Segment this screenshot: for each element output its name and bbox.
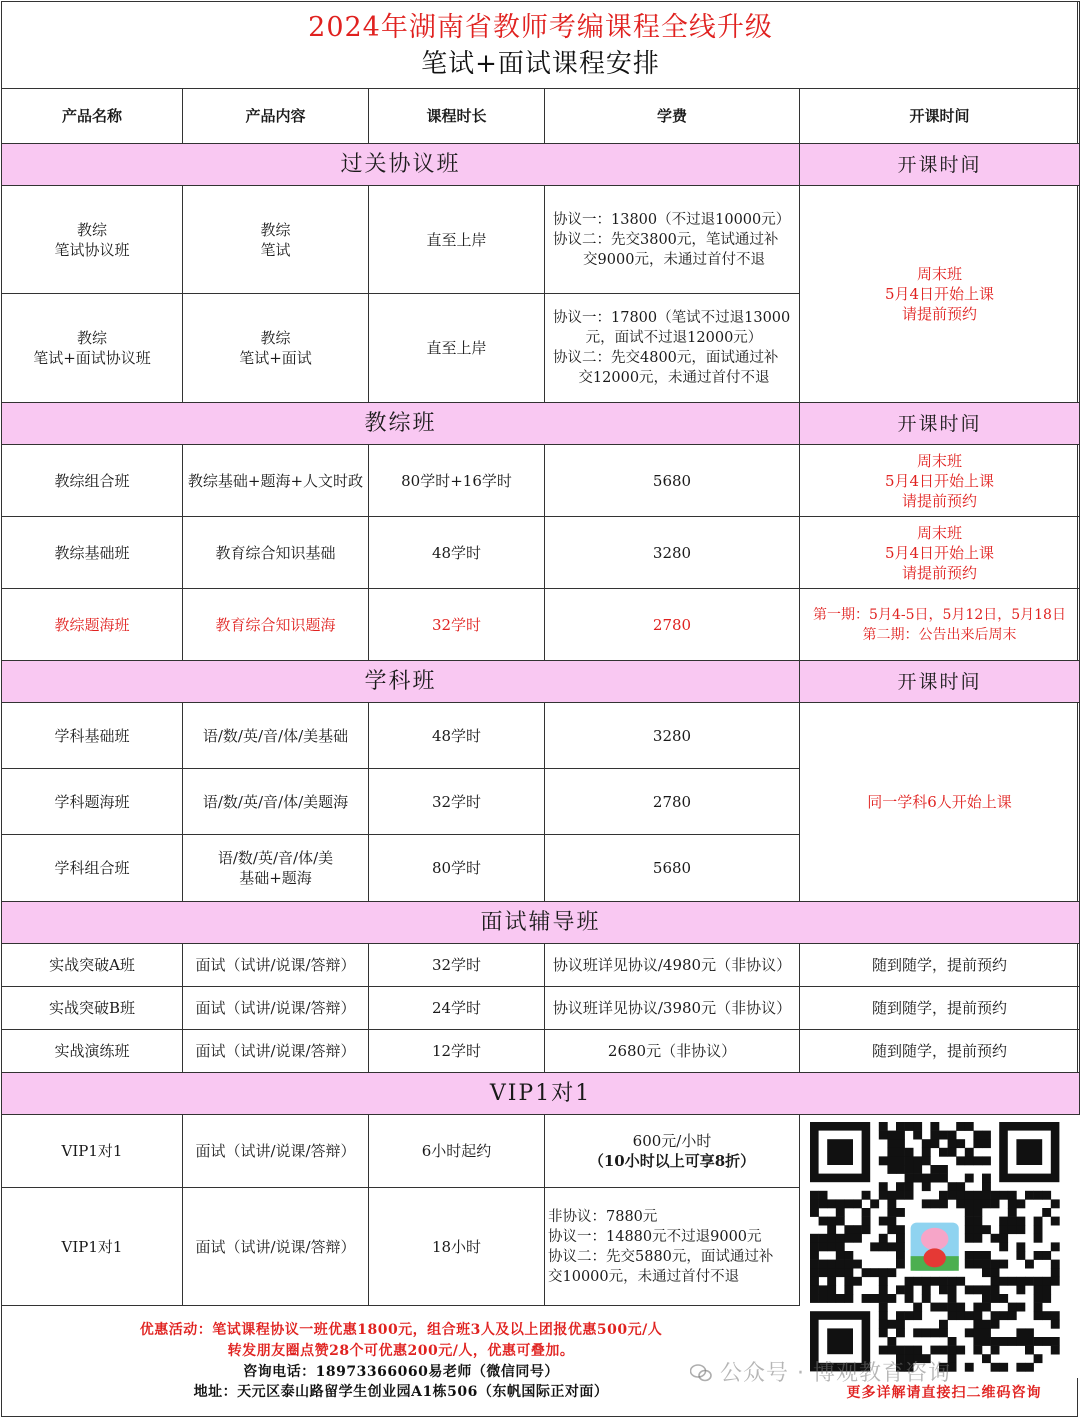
section-title: 面试辅导班 [2,902,1080,944]
table-row [2,589,1080,661]
section-time-header: 开课时间 [800,661,1080,703]
section-title: VIP1对1 [2,1073,1080,1115]
table-row [2,944,1080,987]
section-subject [2,661,1080,703]
course-name: 学科基础班 [2,703,183,769]
course-content: 面试（试讲/说课/答辩） [183,1115,369,1188]
section-agreement [2,144,1080,186]
course-fee: 2780 [545,589,800,661]
footer [1,1306,801,1416]
sub-title: 笔试+面试课程安排 [421,49,660,79]
table-row [2,703,1080,769]
main-title: 2024年湖南省教师考编课程全线升级 [308,12,773,43]
course-time: 随到随学，提前预约 [800,944,1080,987]
course-name: 实战突破A班 [2,944,183,987]
course-fee: 2680元（非协议） [545,1030,800,1073]
contact-phone: 咨询电话：18973366060易老师（微信同号） [243,1364,559,1380]
section-title: 教综班 [2,403,800,445]
promo-line-1: 优惠活动：笔试课程协议一班优惠1800元，组合班3人及以上团报优惠500元/人 [139,1322,663,1338]
course-content: 面试（试讲/说课/答辩） [183,944,369,987]
course-time: 周末班 5月4日开始上课 请提前预约 [800,445,1080,517]
table-row [2,186,1080,294]
course-time: 周末班 5月4日开始上课 请提前预约 [800,186,1080,403]
course-fee: 协议班详见协议/4980元（非协议） [545,944,800,987]
table-row [2,445,1080,517]
title-block [2,2,1080,89]
section-title: 学科班 [2,661,800,703]
course-duration: 24学时 [369,987,545,1030]
course-time: 第一期：5月4-5日，5月12日，5月18日 第二期：公告出来后周末 [800,589,1080,661]
course-fee: 非协议：7880元 协议一：14880元不过退9000元 协议二：先交5880元，面试通过补 交10000元，未通过首付不退 [545,1188,800,1306]
course-table [1,1,1080,1306]
course-content: 教育综合知识题海 [183,589,369,661]
table-row [2,517,1080,589]
course-time: 同一学科6人开始上课 [800,703,1080,902]
header-row [2,89,1080,144]
qr-code-image [802,1116,1078,1378]
course-content: 教综基础+题海+人文时政 [183,445,369,517]
section-time-header: 开课时间 [800,144,1080,186]
course-fee: 2780 [545,769,800,835]
course-fee: 5680 [545,835,800,902]
course-content: 语/数/英/音/体/美基础 [183,703,369,769]
course-fee: 600元/小时 （10小时以上可享8折） [545,1115,800,1188]
course-content: 面试（试讲/说课/答辩） [183,987,369,1030]
contact-address: 地址：天元区泰山路留学生创业园A1栋506（东帆国际正对面） [193,1384,609,1400]
course-name: 教综 笔试协议班 [2,186,183,294]
section-vip [2,1073,1080,1115]
course-fee: 3280 [545,703,800,769]
course-content: 面试（试讲/说课/答辩） [183,1188,369,1306]
course-duration: 48学时 [369,517,545,589]
course-fee: 协议班详见协议/3980元（非协议） [545,987,800,1030]
section-title: 过关协议班 [2,144,800,186]
section-time-header: 开课时间 [800,403,1080,445]
course-time: 随到随学，提前预约 [800,987,1080,1030]
header-duration: 课程时长 [369,89,545,144]
header-content: 产品内容 [183,89,369,144]
course-content: 语/数/英/音/体/美题海 [183,769,369,835]
qr-code[interactable] [802,1116,1078,1378]
qr-caption: 更多详解请直接扫二维码咨询 [846,1385,1042,1401]
course-content: 教育综合知识基础 [183,517,369,589]
wechat-icon [690,1364,712,1382]
course-time: 周末班 5月4日开始上课 请提前预约 [800,517,1080,589]
course-name: 学科组合班 [2,835,183,902]
course-name: 教综 笔试+面试协议班 [2,294,183,403]
promo-line-2: 转发朋友圈点赞28个可优惠200元/人，优惠可叠加。 [227,1343,575,1359]
course-duration: 32学时 [369,589,545,661]
course-name: VIP1对1 [2,1115,183,1188]
course-duration: 80学时+16学时 [369,445,545,517]
course-name: VIP1对1 [2,1188,183,1306]
section-jiaozong [2,403,1080,445]
course-content: 教综 笔试 [183,186,369,294]
course-name: 教综组合班 [2,445,183,517]
header-fee: 学费 [545,89,800,144]
course-duration: 32学时 [369,944,545,987]
course-name: 教综基础班 [2,517,183,589]
course-duration: 12学时 [369,1030,545,1073]
table-row [2,1030,1080,1073]
course-duration: 6小时起约 [369,1115,545,1188]
course-duration: 18小时 [369,1188,545,1306]
course-duration: 48学时 [369,703,545,769]
course-fee: 协议一：13800（不过退10000元） 协议二：先交3800元，笔试通过补 交9000元，未通过首付不退 [545,186,800,294]
course-name: 教综题海班 [2,589,183,661]
course-name: 实战演练班 [2,1030,183,1073]
course-duration: 直至上岸 [369,186,545,294]
course-fee: 5680 [545,445,800,517]
course-content: 教综 笔试+面试 [183,294,369,403]
course-duration: 32学时 [369,769,545,835]
watermark: 公众号 · 博观教育咨询 [690,1356,951,1387]
table-row [2,987,1080,1030]
course-duration: 直至上岸 [369,294,545,403]
header-time: 开课时间 [800,89,1080,144]
course-name: 学科题海班 [2,769,183,835]
course-duration: 80学时 [369,835,545,902]
header-name: 产品名称 [2,89,183,144]
course-content: 语/数/英/音/体/美 基础+题海 [183,835,369,902]
section-interview [2,902,1080,944]
course-fee: 协议一：17800（笔试不过退13000 元，面试不过退12000元） 协议二：先交4800元，面试通过补 交12000元，未通过首付不退 [545,294,800,403]
course-time: 随到随学，提前预约 [800,1030,1080,1073]
course-fee: 3280 [545,517,800,589]
course-name: 实战突破B班 [2,987,183,1030]
course-content: 面试（试讲/说课/答辩） [183,1030,369,1073]
